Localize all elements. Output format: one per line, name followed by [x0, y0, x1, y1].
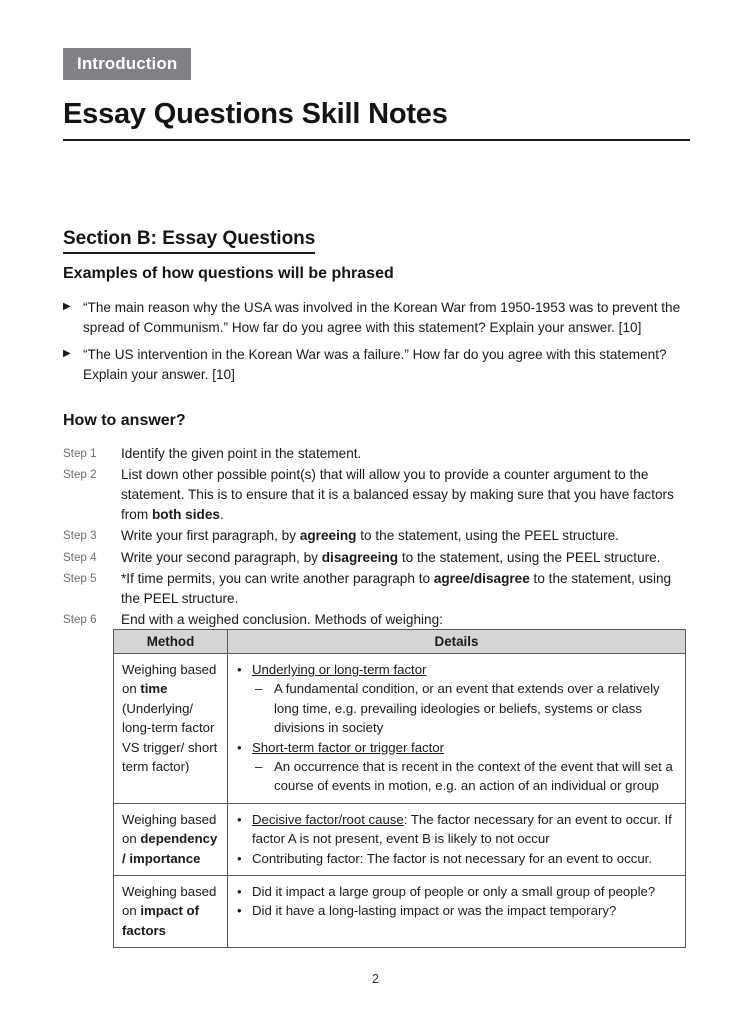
title-divider	[63, 139, 690, 141]
table-body	[114, 654, 686, 948]
example-question-item	[63, 345, 691, 385]
step-text: Identify the given point in the statement.	[121, 446, 362, 461]
page-title: Essay Questions Skill Notes	[63, 98, 448, 130]
step-label: Step 3	[63, 529, 97, 543]
detail-sub-point	[234, 679, 677, 737]
detail-text: Underlying or long-term factor	[252, 662, 427, 677]
detail-point	[234, 901, 677, 920]
cell-method: Weighing based on time (Underlying/ long-term factor VS trigger/ short term factor)	[114, 654, 228, 804]
examples-heading: Examples of how questions will be phrased	[63, 265, 394, 282]
triangle-bullet-icon: ▶	[63, 301, 71, 312]
dash-bullet-icon: –	[255, 681, 263, 697]
step-row	[63, 569, 691, 609]
column-header-method: Method	[114, 630, 228, 654]
detail-text: Decisive factor/root cause: The factor necessary for an event to occur. If factor A is not present, event B is likely to not occur	[252, 811, 672, 847]
detail-point	[234, 738, 677, 757]
page-number: 2	[372, 972, 379, 986]
step-row	[63, 526, 691, 546]
step-row	[63, 444, 691, 464]
step-label: Step 6	[63, 613, 97, 627]
round-bullet-icon: •	[237, 884, 242, 900]
column-header-details: Details	[228, 630, 686, 654]
step-label: Step 4	[63, 550, 97, 564]
detail-text: Contributing factor: The factor is not necessary for an event to occur.	[252, 850, 652, 866]
round-bullet-icon: •	[237, 811, 242, 827]
step-row	[63, 548, 691, 568]
step-label: Step 5	[63, 572, 97, 586]
detail-text: Did it impact a large group of people or only a small group of people?	[252, 884, 656, 900]
section-heading: Section B: Essay Questions	[63, 228, 315, 254]
how-to-answer-heading: How to answer?	[63, 412, 186, 429]
detail-text: A fundamental condition, or an event that extends over a relatively long time, e.g. prevailing ideologies or beliefs, systems or class divisions in society	[274, 681, 660, 736]
detail-point	[234, 849, 677, 868]
step-text: Write your first paragraph, by agreeing to the statement, using the PEEL structure.	[121, 528, 619, 544]
detail-sub-point	[234, 757, 677, 796]
cell-method: Weighing based on impact of factors	[114, 876, 228, 948]
round-bullet-icon: •	[237, 739, 242, 755]
triangle-bullet-icon: ▶	[63, 347, 71, 359]
step-text: End with a weighed conclusion. Methods of weighing:	[121, 612, 443, 628]
answer-steps-list	[63, 444, 691, 632]
example-question-text: “The main reason why the USA was involved in the Korean War from 1950-1953 was to prevent the spread of Communism.” How far do you agree with this statement? Explain your answer. [10]	[83, 300, 681, 335]
cell-method: Weighing based on dependency / importance	[114, 803, 228, 875]
detail-point	[234, 810, 677, 849]
example-question-text: “The US intervention in the Korean War was a failure.” How far do you agree with this statement? Explain your answer. [10]	[83, 346, 667, 382]
detail-text: An occurrence that is recent in the context of the event that will set a course of events in motion, e.g. an action of an individual or group	[274, 759, 673, 794]
chapter-badge: Introduction	[63, 48, 191, 80]
detail-text: Did it have a long-lasting impact or was the impact temporary?	[252, 903, 617, 919]
detail-point	[234, 660, 677, 679]
dash-bullet-icon: –	[255, 759, 263, 775]
detail-point	[234, 882, 677, 901]
step-row	[63, 465, 691, 525]
step-text: *If time permits, you can write another paragraph to agree/disagree to the statement, using the PEEL structure.	[121, 571, 672, 606]
round-bullet-icon: •	[237, 903, 242, 919]
example-question-item	[63, 298, 691, 338]
table-row	[114, 876, 686, 948]
example-questions-list	[63, 298, 691, 392]
cell-details	[228, 876, 686, 948]
round-bullet-icon: •	[237, 850, 242, 866]
detail-text: Short-term factor or trigger factor	[252, 739, 445, 755]
step-text: List down other possible point(s) that will allow you to provide a counter argument to the statement. This is to ensure that it is a balanced essay by making sure that you have factors from both sides.	[121, 467, 674, 523]
round-bullet-icon: •	[237, 662, 242, 677]
table-row	[114, 654, 686, 804]
step-label: Step 2	[63, 468, 97, 482]
cell-details	[228, 654, 686, 804]
cell-details	[228, 803, 686, 875]
step-text: Write your second paragraph, by disagreeing to the statement, using the PEEL structure.	[121, 549, 661, 565]
table-header-row	[114, 630, 686, 654]
step-label: Step 1	[63, 447, 97, 460]
table-row	[114, 803, 686, 875]
step-row	[63, 610, 691, 630]
weighing-methods-table	[113, 629, 686, 948]
